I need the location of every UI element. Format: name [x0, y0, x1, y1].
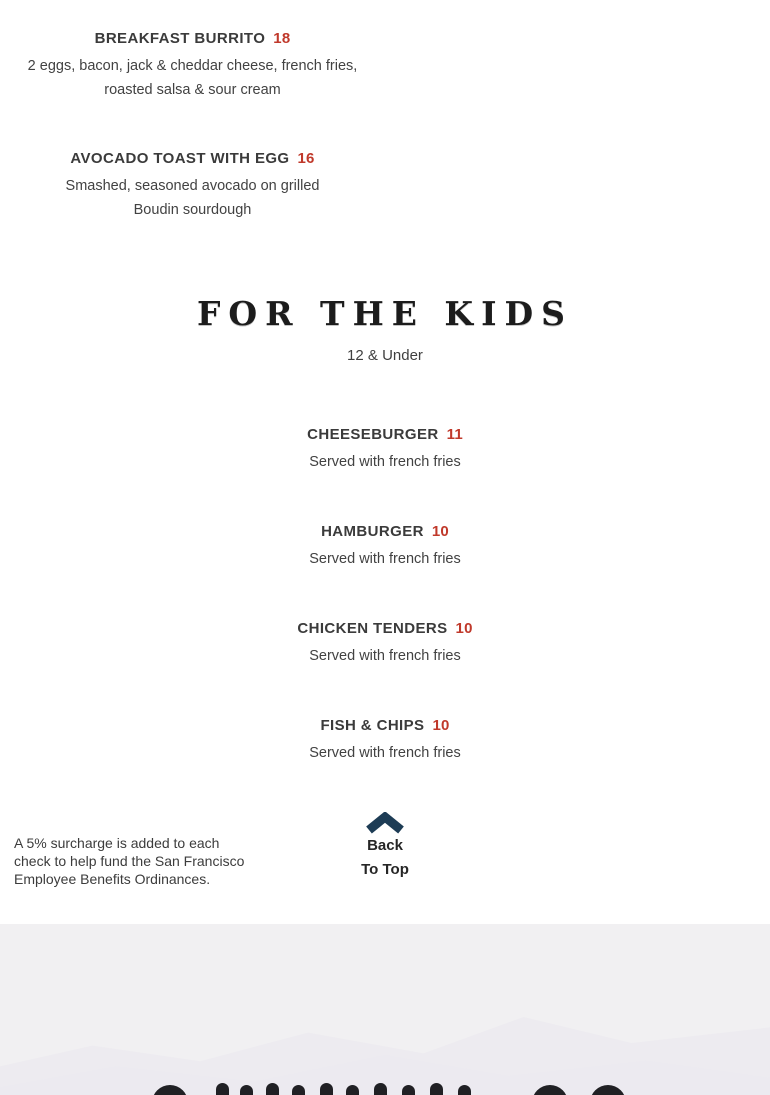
breakfast-menu-column — [0, 0, 385, 222]
item-title-row — [0, 424, 770, 446]
menu-item-chicken-tenders — [0, 618, 770, 668]
partial-glyph — [458, 1085, 471, 1095]
item-price: 16 — [297, 150, 315, 167]
surcharge-note: A 5% surcharge is added to each check to help fund the San Francisco Employee Benefits Ordinances. — [14, 835, 245, 887]
item-description: Served with french fries — [309, 745, 461, 761]
item-name: CHICKEN TENDERS — [297, 620, 448, 637]
chevron-up-icon — [340, 812, 430, 834]
back-to-top-label-line1: Back — [367, 837, 403, 854]
item-price: 10 — [432, 717, 450, 734]
footer-strip — [0, 924, 770, 1095]
item-description: Served with french fries — [309, 551, 461, 567]
partial-glyph — [402, 1085, 415, 1095]
partial-glyph — [590, 1085, 626, 1095]
menu-item-hamburger — [0, 521, 770, 571]
item-name: HAMBURGER — [321, 523, 424, 540]
item-price: 10 — [455, 620, 473, 637]
item-description: Smashed, seasoned avocado on grilled Boudin sourdough — [65, 178, 320, 218]
item-title-row — [0, 618, 770, 640]
item-name: BREAKFAST BURRITO — [94, 30, 266, 47]
partial-glyph — [346, 1085, 359, 1095]
partial-glyph — [320, 1083, 333, 1095]
section-title: FOR THE KIDS — [196, 294, 574, 333]
item-title-row — [0, 521, 770, 543]
partial-glyph — [152, 1085, 188, 1095]
back-to-top-label-line2: To Top — [361, 861, 409, 878]
partial-glyph — [430, 1083, 443, 1095]
item-title-row — [0, 148, 385, 170]
partial-glyph — [374, 1083, 387, 1095]
kids-menu-list — [0, 424, 770, 765]
menu-item-cheeseburger — [0, 424, 770, 474]
partial-glyph — [216, 1083, 229, 1095]
item-title-row — [0, 715, 770, 737]
item-name: AVOCADO TOAST WITH EGG — [70, 150, 290, 167]
item-name: CHEESEBURGER — [307, 426, 439, 443]
partial-footer-heading — [0, 1079, 770, 1095]
item-name: FISH & CHIPS — [320, 717, 425, 734]
partial-glyph — [266, 1083, 279, 1095]
menu-item-breakfast-burrito — [0, 28, 385, 102]
item-price: 18 — [273, 30, 291, 47]
partial-glyph — [532, 1085, 568, 1095]
menu-item-avocado-toast — [0, 148, 385, 222]
partial-glyph — [292, 1085, 305, 1095]
item-price: 10 — [431, 523, 449, 540]
item-description: Served with french fries — [309, 454, 461, 470]
back-to-top-button[interactable] — [340, 812, 430, 882]
item-description: 2 eggs, bacon, jack & cheddar cheese, french fries, roasted salsa & sour cream — [27, 58, 358, 98]
partial-glyph — [240, 1085, 253, 1095]
item-title-row — [0, 28, 385, 50]
section-subtitle: 12 & Under — [347, 347, 423, 364]
for-the-kids-section — [0, 294, 770, 765]
menu-item-fish-and-chips — [0, 715, 770, 765]
footer-row — [0, 812, 770, 930]
item-description: Served with french fries — [309, 648, 461, 664]
item-price: 11 — [446, 426, 463, 443]
